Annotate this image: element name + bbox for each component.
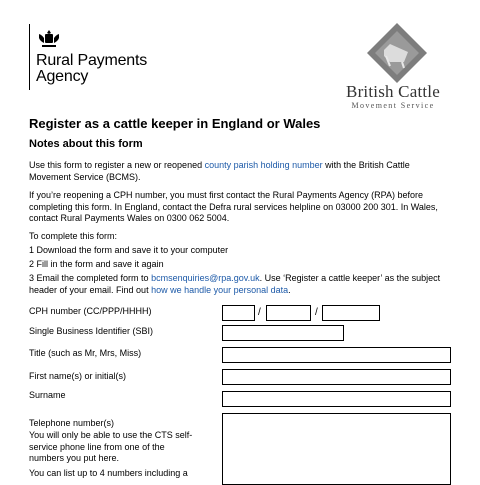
first-name-label: First name(s) or initial(s) [29,371,127,381]
bcms-logo-name: British Cattle [346,82,440,101]
step-2: 2 Fill in the form and save it again [29,259,164,269]
notes-heading: Notes about this form [29,138,143,150]
reopening-paragraph: If you’re reopening a CPH number, you must first contact the Rural Payments Agency (RPA) before completing this form. In England, contact the Defra rural services helpline on 03000 200 301. In Wales, contact Rural Payments Wales on 0300 062 5004. [29,190,438,223]
page-title: Register as a cattle keeper in England or Wales [29,116,321,131]
phone-label: Telephone number(s) [29,418,115,428]
surname-label: Surname [29,390,66,400]
phone-numbers-field[interactable] [222,413,451,485]
bcms-logo-subtitle: Movement Service [351,101,435,110]
personal-data-link[interactable]: how we handle your personal data [151,284,289,295]
steps-intro: To complete this form: [29,231,118,241]
step-3 [29,273,449,296]
intro-text-before: Use this form to register a new or reopened [29,160,205,170]
step-3-before: 3 Email the completed form to [29,273,152,283]
cph-link[interactable]: county parish holding number [204,160,323,170]
step-3-after: . [288,284,291,295]
royal-crest-icon [36,28,62,50]
rpa-divider [29,24,30,90]
rpa-logo-text [36,53,147,85]
intro-text-after: with the British Cattle Movement Service (BCMS). [29,160,410,182]
step-3-middle: . Use ‘Register a cattle keeper’ as the subject header of your email. Find out [29,273,441,295]
rpa-logo-line2: Agency [36,68,89,85]
cph-county-field[interactable] [222,305,255,321]
intro-paragraph [29,160,449,183]
first-name-field[interactable] [222,369,451,385]
sbi-label: Single Business Identifier (SBI) [29,326,154,336]
rpa-logo-line1: Rural Payments [36,52,148,69]
cph-parish-field[interactable] [266,305,311,321]
title-label: Title (such as Mr, Mrs, Miss) [29,348,142,358]
bcms-email-link[interactable]: bcmsenquiries@rpa.gov.uk [151,273,260,283]
surname-field[interactable] [222,391,451,407]
sbi-field[interactable] [222,325,344,341]
step-1: 1 Download the form and save it to your computer [29,245,229,255]
cph-separator-1: / [258,307,261,318]
bcms-logo-icon [366,22,428,84]
title-field[interactable] [222,347,451,363]
cph-label: CPH number (CC/PPP/HHHH) [29,306,152,316]
cph-holding-field[interactable] [322,305,380,321]
phone-note: You will only be able to use the CTS self-service phone line from one of the numbers you put here. [29,430,193,463]
cph-separator-2: / [315,307,318,318]
phone-note-2: You can list up to 4 numbers including a [29,468,188,478]
